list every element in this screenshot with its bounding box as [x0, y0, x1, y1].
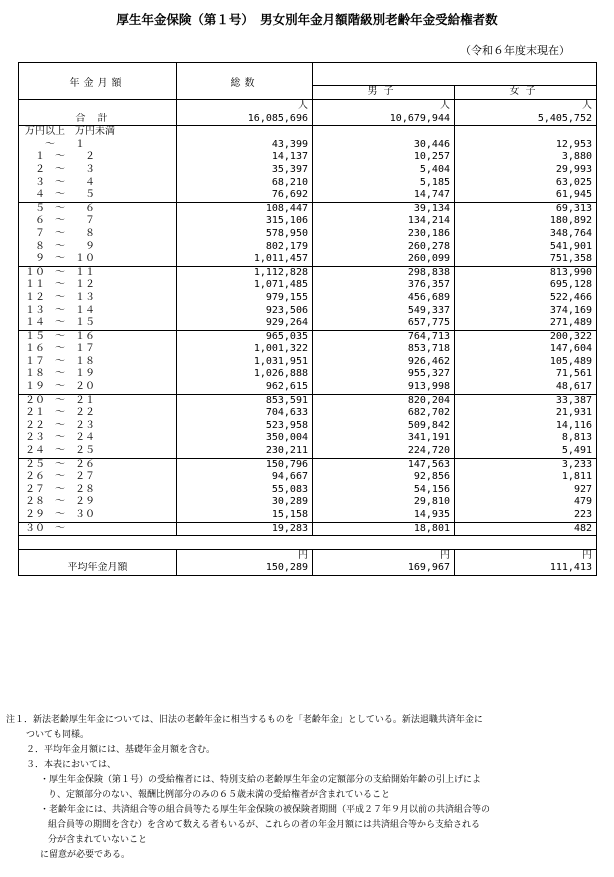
row-label: ２３ ～ ２４ [19, 432, 177, 445]
row-label: ２７ ～ ２８ [19, 484, 177, 497]
row-male: 820,204 [313, 394, 455, 407]
table-row [19, 522, 597, 536]
row-female: 271,489 [455, 317, 597, 330]
row-male: 5,185 [313, 177, 455, 190]
row-label: ２１ ～ ２２ [19, 407, 177, 420]
total-label: 合計 [19, 113, 177, 126]
row-label: ３ ～ ４ [19, 177, 177, 190]
row-female: 8,813 [455, 432, 597, 445]
row-male: 14,747 [313, 189, 455, 202]
row-total: 315,106 [177, 215, 313, 228]
table-row [19, 139, 597, 152]
row-label: ２６ ～ ２７ [19, 471, 177, 484]
row-label: ２０ ～ ２１ [19, 394, 177, 407]
row-male: 14,935 [313, 509, 455, 522]
total-all: 16,085,696 [177, 113, 313, 126]
row-label: ２８ ～ ２９ [19, 496, 177, 509]
row-male: 853,718 [313, 343, 455, 356]
table-row [19, 215, 597, 228]
row-total: 853,591 [177, 394, 313, 407]
row-female: 12,953 [455, 139, 597, 152]
row-label: ～ １ [19, 139, 177, 152]
row-label: １８ ～ １９ [19, 368, 177, 381]
row-total: 1,011,457 [177, 253, 313, 266]
row-label: ２４ ～ ２５ [19, 445, 177, 458]
table-row [19, 253, 597, 266]
table-row [19, 458, 597, 471]
note-2: ２．平均年金月額には、基礎年金月額を含む。 [26, 745, 216, 755]
row-male: 376,357 [313, 279, 455, 292]
row-male: 913,998 [313, 381, 455, 394]
row-male: 224,720 [313, 445, 455, 458]
row-label: ２５ ～ ２６ [19, 458, 177, 471]
row-label: ４ ～ ５ [19, 189, 177, 202]
row-male: 682,702 [313, 407, 455, 420]
row-female: 541,901 [455, 241, 597, 254]
table-row [19, 394, 597, 407]
row-total: 30,289 [177, 496, 313, 509]
table-row [19, 432, 597, 445]
row-male: 10,257 [313, 151, 455, 164]
average-all: 150,289 [177, 562, 313, 575]
row-label: ９ ～ １０ [19, 253, 177, 266]
row-total: 923,506 [177, 305, 313, 318]
row-female: 147,604 [455, 343, 597, 356]
average-label: 平均年金月額 [19, 562, 177, 575]
average-female: 111,413 [455, 562, 597, 575]
row-male: 30,446 [313, 139, 455, 152]
row-male: 29,810 [313, 496, 455, 509]
row-total: 802,179 [177, 241, 313, 254]
row-male: 5,404 [313, 164, 455, 177]
row-label: １５ ～ １６ [19, 330, 177, 343]
row-total: 350,004 [177, 432, 313, 445]
row-label: １７ ～ １８ [19, 356, 177, 369]
row-female: 180,892 [455, 215, 597, 228]
header-total: 総数 [177, 63, 313, 100]
table-row [19, 317, 597, 330]
row-male: 260,278 [313, 241, 455, 254]
header-amount: 年金月額 [19, 63, 177, 100]
unit-person: 人 [313, 100, 455, 113]
row-female: 61,945 [455, 189, 597, 202]
row-male: 230,186 [313, 228, 455, 241]
table-row [19, 484, 597, 497]
row-label: １９ ～ ２０ [19, 381, 177, 394]
row-total: 979,155 [177, 292, 313, 305]
page-title: 厚生年金保険（第１号） 男女別年金月額階級別老齢年金受給権者数 [116, 12, 498, 27]
row-female: 374,169 [455, 305, 597, 318]
row-female: 1,811 [455, 471, 597, 484]
row-total: 1,071,485 [177, 279, 313, 292]
row-female: 63,025 [455, 177, 597, 190]
note-3-bullet-1-cont: り、定額部分のない、報酬比例部分のみの６５歳未満の受給権者が含まれていること [48, 790, 391, 800]
row-total: 962,615 [177, 381, 313, 394]
row-label: １４ ～ １５ [19, 317, 177, 330]
row-total: 523,958 [177, 420, 313, 433]
row-label: １２ ～ １３ [19, 292, 177, 305]
row-male: 764,713 [313, 330, 455, 343]
table-row [19, 509, 597, 522]
table-row [19, 445, 597, 458]
row-total: 704,633 [177, 407, 313, 420]
row-female: 69,313 [455, 202, 597, 215]
note-3-bullet-2-cont2: 分が含まれていないこと [48, 835, 148, 845]
unit-person: 人 [455, 100, 597, 113]
total-female: 5,405,752 [455, 113, 597, 126]
note-3-bullet-1: ・厚生年金保険（第１号）の受給権者には、特別支給の老齢厚生年金の定額部分の支給開始年齢の引上げによ [40, 775, 482, 785]
row-female: 71,561 [455, 368, 597, 381]
row-total: 1,026,888 [177, 368, 313, 381]
row-label: １３ ～ １４ [19, 305, 177, 318]
row-label: １０ ～ １１ [19, 266, 177, 279]
note-3-bullet-2: ・老齢年金には、共済組合等の組合員等たる厚生年金保険の被保険者期間（平成２７年９月以前の共済組合等の [40, 805, 491, 815]
table-row [19, 164, 597, 177]
row-label: ５ ～ ６ [19, 202, 177, 215]
row-female: 522,466 [455, 292, 597, 305]
header-male: 男子 [313, 86, 455, 100]
header-gender-band [313, 63, 597, 86]
row-female: 105,489 [455, 356, 597, 369]
row-total: 578,950 [177, 228, 313, 241]
row-female: 813,990 [455, 266, 597, 279]
row-female: 482 [455, 522, 597, 536]
table-row [19, 420, 597, 433]
row-total: 43,399 [177, 139, 313, 152]
note-1-cont: ついても同様。 [26, 730, 90, 740]
row-total: 929,264 [177, 317, 313, 330]
row-male: 657,775 [313, 317, 455, 330]
row-label: １ ～ ２ [19, 151, 177, 164]
table-row [19, 266, 597, 279]
row-male: 54,156 [313, 484, 455, 497]
table-row [19, 202, 597, 215]
row-male: 926,462 [313, 356, 455, 369]
row-female: 14,116 [455, 420, 597, 433]
header-female: 女子 [455, 86, 597, 100]
row-female: 48,617 [455, 381, 597, 394]
total-row [19, 113, 597, 126]
table-row [19, 343, 597, 356]
row-female: 5,491 [455, 445, 597, 458]
row-total: 76,692 [177, 189, 313, 202]
row-total: 1,112,828 [177, 266, 313, 279]
row-label: ２２ ～ ２３ [19, 420, 177, 433]
average-row [19, 562, 597, 575]
note-3-closing: に留意が必要である。 [40, 850, 131, 860]
row-male: 39,134 [313, 202, 455, 215]
row-total: 108,447 [177, 202, 313, 215]
row-male: 298,838 [313, 266, 455, 279]
row-male: 509,842 [313, 420, 455, 433]
row-total: 150,796 [177, 458, 313, 471]
row-female: 348,764 [455, 228, 597, 241]
row-label: ６ ～ ７ [19, 215, 177, 228]
row-female: 21,931 [455, 407, 597, 420]
row-total: 19,283 [177, 522, 313, 536]
note-3-bullet-2-cont: 組合員等の期間を含む）を含めて数える者もいるが、これらの者の年金月額には共済組合等から支給される [48, 820, 481, 830]
as-of-date: （令和６年度末現在） [460, 44, 570, 57]
row-label: ３０ ～ [19, 522, 177, 536]
table-row [19, 189, 597, 202]
table-row [19, 151, 597, 164]
row-male: 456,689 [313, 292, 455, 305]
row-female: 33,387 [455, 394, 597, 407]
row-total: 15,158 [177, 509, 313, 522]
unit-yen: 円 [455, 549, 597, 562]
row-label: ８ ～ ９ [19, 241, 177, 254]
table-row [19, 177, 597, 190]
row-label: ７ ～ ８ [19, 228, 177, 241]
row-male: 147,563 [313, 458, 455, 471]
row-label: １６ ～ １７ [19, 343, 177, 356]
row-male: 134,214 [313, 215, 455, 228]
row-total: 965,035 [177, 330, 313, 343]
row-female: 3,233 [455, 458, 597, 471]
row-female: 927 [455, 484, 597, 497]
row-label: ２ ～ ３ [19, 164, 177, 177]
row-female: 751,358 [455, 253, 597, 266]
table-row [19, 471, 597, 484]
row-male: 955,327 [313, 368, 455, 381]
table-row [19, 305, 597, 318]
row-total: 1,031,951 [177, 356, 313, 369]
unit-yen: 円 [313, 549, 455, 562]
pension-table [18, 62, 597, 576]
row-label: ２９ ～ ３０ [19, 509, 177, 522]
table-row [19, 241, 597, 254]
row-total: 55,083 [177, 484, 313, 497]
row-male: 92,856 [313, 471, 455, 484]
table-row [19, 330, 597, 343]
total-male: 10,679,944 [313, 113, 455, 126]
row-female: 200,322 [455, 330, 597, 343]
table-row [19, 368, 597, 381]
range-header: 万円以上 万円未満 [19, 126, 177, 139]
table-row [19, 292, 597, 305]
table-row [19, 279, 597, 292]
table-row [19, 407, 597, 420]
row-male: 341,191 [313, 432, 455, 445]
row-male: 549,337 [313, 305, 455, 318]
table-row [19, 381, 597, 394]
note-3: ３．本表においては、 [26, 760, 117, 770]
table-row [19, 228, 597, 241]
notes-section [6, 713, 606, 863]
table-row [19, 356, 597, 369]
row-total: 68,210 [177, 177, 313, 190]
row-female: 479 [455, 496, 597, 509]
note-1: 注１．新法老齢厚生年金については、旧法の老齢年金に相当するものを「老齢年金」としている。新法退職共済年金に [6, 715, 483, 725]
row-total: 35,397 [177, 164, 313, 177]
table-row [19, 496, 597, 509]
average-male: 169,967 [313, 562, 455, 575]
row-total: 230,211 [177, 445, 313, 458]
row-label: １１ ～ １２ [19, 279, 177, 292]
row-male: 260,099 [313, 253, 455, 266]
unit-person: 人 [177, 100, 313, 113]
row-total: 1,001,322 [177, 343, 313, 356]
unit-yen: 円 [177, 549, 313, 562]
row-female: 695,128 [455, 279, 597, 292]
row-total: 94,667 [177, 471, 313, 484]
row-female: 29,993 [455, 164, 597, 177]
row-female: 3,880 [455, 151, 597, 164]
row-female: 223 [455, 509, 597, 522]
row-total: 14,137 [177, 151, 313, 164]
row-male: 18,801 [313, 522, 455, 536]
